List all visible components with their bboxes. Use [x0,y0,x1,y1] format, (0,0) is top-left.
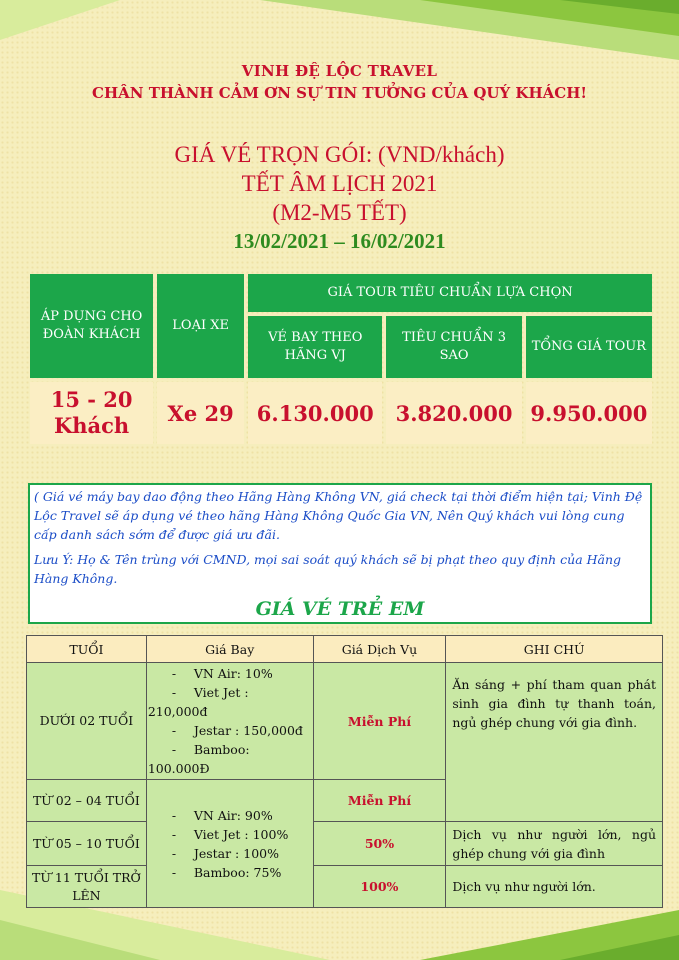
fare-item: - Viet Jet : 100% [148,825,312,844]
fare-item: - Viet Jet : 210,000đ [148,683,312,721]
title-line-2: TẾT ÂM LỊCH 2021 [241,171,438,196]
price-table [26,270,656,448]
note-5-10: Dịch vụ như người lớn, ngủ ghép chung với gia đình [446,822,663,866]
header-options: GIÁ TOUR TIÊU CHUẨN LỰA CHỌN [248,274,652,312]
age-11-plus: TỪ 11 TUỔI TRỞ LÊN [27,866,147,908]
kids-header-note: GHI CHÚ [446,636,663,663]
kids-header-age: TUỔI [27,636,147,663]
cell-total-price: 9.950.000 [526,382,652,444]
kids-header-service: Giá Dịch Vụ [313,636,446,663]
kids-price-table [26,635,663,908]
service-under-2: Miễn Phí [313,663,446,780]
title-line-3: (M2-M5 TẾT) [272,200,407,225]
kids-price-title: GIÁ VÉ TRẺ EM [255,598,425,620]
note-11-plus: Dịch vụ như người lớn. [446,866,663,908]
age-5-10: TỪ 05 – 10 TUỔI [27,822,147,866]
cell-flight-price: 6.130.000 [248,382,382,444]
fare-item: - Bamboo: 75% [148,863,312,882]
fare-item: - Jestar : 100% [148,844,312,863]
header-group: ÁP DỤNG CHO ĐOÀN KHÁCH [30,274,153,378]
cell-group: 15 - 20 Khách [30,382,153,444]
header-total: TỔNG GIÁ TOUR [526,316,652,378]
header [0,62,679,102]
title-block [0,140,679,255]
fares-under-2 [146,663,313,780]
service-5-10: 50% [313,822,446,866]
note-under-4: Ăn sáng + phí tham quan phát sinh gia đình tự thanh toán, ngủ ghép chung với gia đình. [446,663,663,822]
top-corner-decoration [0,0,679,70]
fare-item: - VN Air: 10% [148,664,312,683]
header-standard: TIÊU CHUẨN 3 SAO [386,316,521,378]
fare-item: - VN Air: 90% [148,806,312,825]
title-line-1: GIÁ VÉ TRỌN GÓI: (VND/khách) [174,142,505,167]
date-range: 13/02/2021 – 16/02/2021 [233,229,446,253]
fare-item: - Jestar : 150,000đ [148,721,312,740]
cell-standard-price: 3.820.000 [386,382,521,444]
age-under-2: DƯỚI 02 TUỔI [27,663,147,780]
header-flight: VÉ BAY THEO HÃNG VJ [248,316,382,378]
age-2-4: TỪ 02 – 04 TUỔI [27,780,147,822]
fares-over-2 [146,780,313,908]
header-vehicle: LOẠI XE [157,274,244,378]
thanks-message: CHÂN THÀNH CẢM ƠN SỰ TIN TƯỞNG CỦA QUÝ KHÁCH! [92,84,587,102]
cell-vehicle: Xe 29 [157,382,244,444]
service-2-4: Miễn Phí [313,780,446,822]
brand-name: VINH ĐỆ LỘC TRAVEL [241,62,438,80]
service-11-plus: 100% [313,866,446,908]
notice-paragraph-2: Lưu Ý: Họ & Tên trùng với CMND, mọi sai soát quý khách sẽ bị phạt theo quy định của Hãng Hàng Không. [34,552,622,586]
fare-item: - Bamboo: 100.000Đ [148,740,312,778]
notice-paragraph-1: ( Giá vé máy bay dao động theo Hãng Hàng Không VN, giá check tại thời điểm hiện tại; Vinh Đệ Lộc Travel sẽ áp dụng vé theo hãng Hàng Không Quốc Gia VN, Nên Quý khách vui lòng cung cấp danh sách sớm để được giá ưu đãi. [34,489,643,542]
kids-header-fare: Giá Bay [146,636,313,663]
